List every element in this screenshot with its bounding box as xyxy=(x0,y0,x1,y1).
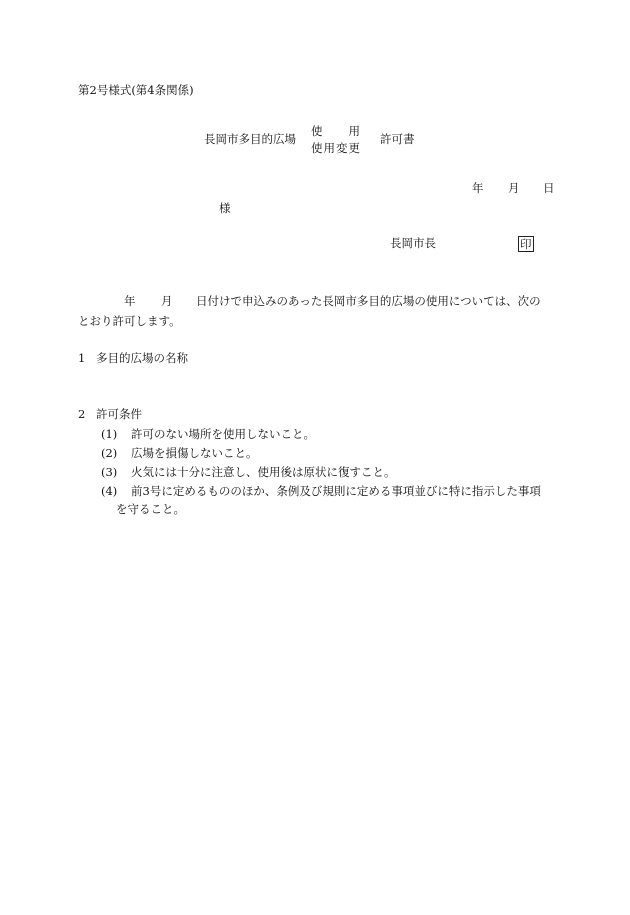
condition-number: (2) xyxy=(101,446,118,460)
title-suffix: 許可書 xyxy=(380,132,415,146)
body-year: 年 xyxy=(124,294,136,308)
condition-text: 前3号に定めるもののほか、条例及び規則に定める事項並びに特に指示した事項 xyxy=(131,484,541,498)
condition-number: (3) xyxy=(101,465,118,479)
section2-number: 2 xyxy=(78,407,86,421)
condition-text: 許可のない場所を使用しないこと。 xyxy=(131,427,315,441)
condition-continuation: を守ること。 xyxy=(116,502,185,516)
section2-label: 許可条件 xyxy=(96,407,142,421)
seal-mark: 印 xyxy=(520,237,532,251)
form-number: 第2号様式(第4条関係) xyxy=(78,83,194,97)
condition-text: 広場を損傷しないこと。 xyxy=(131,446,258,460)
date-month: 月 xyxy=(508,181,520,195)
condition-number: (4) xyxy=(101,484,118,498)
body-month: 月 xyxy=(161,294,173,308)
addressee-suffix: 様 xyxy=(219,201,231,215)
title-stack-bottom: 使用変更 xyxy=(311,141,361,155)
section1-label: 多目的広場の名称 xyxy=(96,351,188,365)
date-day: 日 xyxy=(543,181,555,195)
body-line1-rest: 日付けで申込みのあった長岡市多目的広場の使用については、次の xyxy=(196,294,541,308)
condition-number: (1) xyxy=(101,427,118,441)
section1-number: 1 xyxy=(78,351,86,365)
issuer-name: 長岡市長 xyxy=(390,236,436,250)
condition-text: 火気には十分に注意し、使用後は原状に復すこと。 xyxy=(131,465,396,479)
body-line2: とおり許可します。 xyxy=(78,314,181,328)
date-year: 年 xyxy=(472,181,484,195)
issuer-seal xyxy=(518,236,534,252)
title-prefix: 長岡市多目的広場 xyxy=(204,132,296,146)
title-stack-top: 使 用 xyxy=(311,124,361,138)
